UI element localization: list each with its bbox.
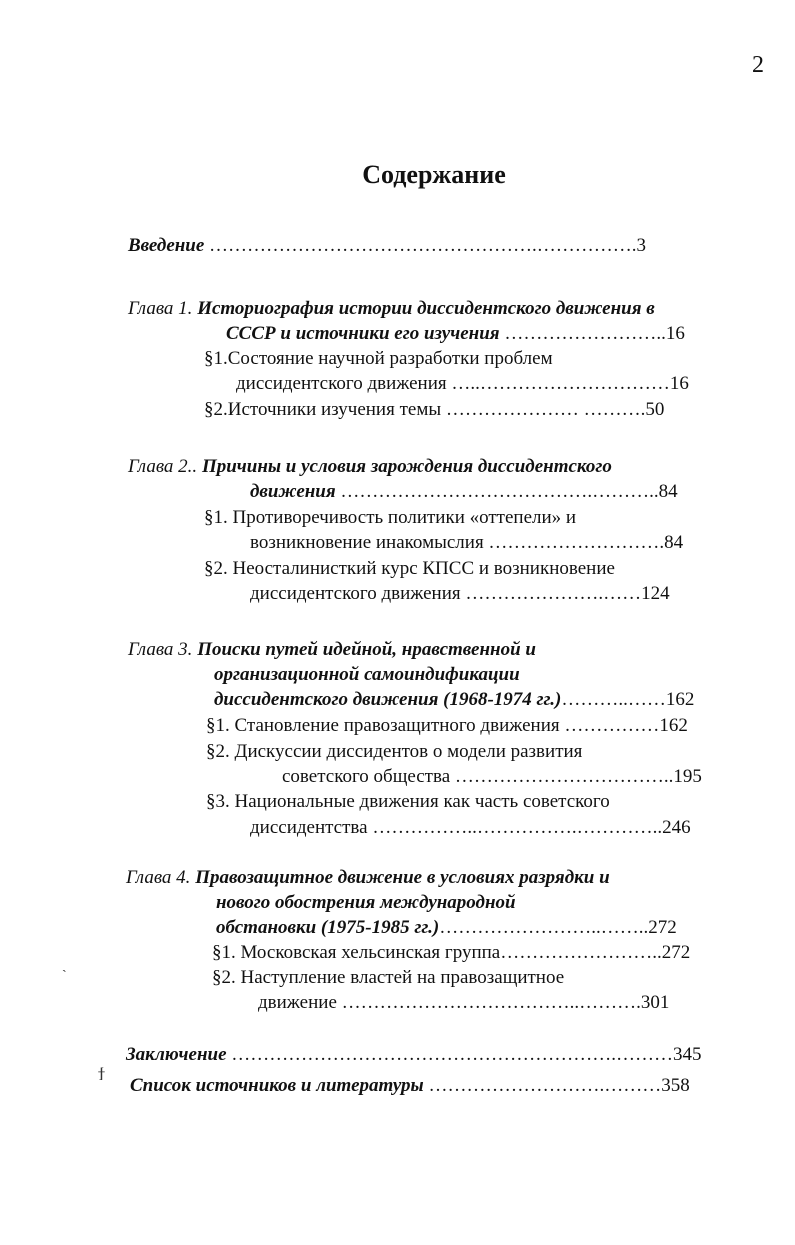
toc-ch4-title-line-2 — [216, 891, 516, 915]
toc-sources-dots: ……………………….………358 — [423, 1075, 690, 1096]
toc-ch4-title-2: нового обострения международной — [216, 892, 516, 913]
toc-ch1-title-2: СССР и источники его изучения — [226, 323, 500, 344]
toc-ch3-heading — [128, 638, 536, 662]
scan-speck: ˏ — [62, 958, 67, 973]
toc-ch3-s3-line-1: §3. Национальные движения как часть советского — [206, 791, 610, 812]
toc-ch2-title-line-2 — [250, 480, 678, 504]
toc-ch2-dots: ………………………………….………..84 — [335, 481, 678, 502]
toc-ch3-s2-line-2: советского общества ……………………………..195 — [282, 766, 702, 787]
toc-ch3-title-line-2 — [214, 663, 520, 687]
toc-ch4-title-3: обстановки (1975-1985 гг.) — [216, 917, 440, 938]
toc-intro-dots: …………………………………………….…………….3 — [209, 235, 647, 256]
toc-ch1-dots: ……………………..16 — [499, 323, 685, 344]
toc-ch4-title-line-3 — [216, 916, 677, 940]
toc-ch3-prefix: Глава 3. — [128, 639, 198, 660]
toc-ch3-title-2: организационной самоиндификации — [214, 664, 520, 685]
toc-intro-label: Введение — [128, 235, 205, 256]
toc-ch3-dots: ………..……162 — [561, 689, 695, 710]
toc-ch2-prefix: Глава 2.. — [128, 456, 202, 477]
toc-sources-label: Список источников и литературы — [130, 1075, 424, 1096]
toc-ch1-title-1: Историография истории диссидентского движения в — [197, 298, 655, 319]
toc-ch2-heading — [128, 455, 612, 479]
toc-ch2-title-2: движения — [250, 481, 336, 502]
toc-ch1-s2: §2.Источники изучения темы ………………… ……….50 — [204, 399, 665, 420]
toc-ch3-title-line-3 — [214, 688, 694, 712]
toc-conclusion — [126, 1043, 702, 1067]
toc-ch4-s1: §1. Московская хельсинская группа……………………..272 — [212, 942, 691, 963]
toc-ch4-heading — [126, 866, 610, 890]
toc-ch4-dots: ……………………..……..272 — [439, 917, 677, 938]
toc-ch1-s1-line-1: §1.Состояние научной разработки проблем — [204, 348, 553, 369]
toc-ch4-title-1: Правозащитное движение в условиях разрядки и — [195, 867, 610, 888]
toc-ch2-s1-line-1: §1. Противоречивость политики «оттепели» и — [204, 507, 577, 528]
toc-ch3-s3-line-2: диссидентства ……………..…………….…………..246 — [250, 817, 691, 838]
toc-ch3-s1: §1. Становление правозащитного движения ……………162 — [206, 715, 688, 736]
toc-ch2-s2-line-2: диссидентского движения ………………….……124 — [250, 583, 670, 604]
toc-ch1-heading — [128, 297, 655, 321]
toc-intro — [128, 234, 646, 258]
toc-ch4-s2-line-2: движение ………………………………..……….301 — [258, 992, 670, 1013]
scan-speck: ϯ — [98, 1064, 105, 1084]
toc-ch1-prefix: Глава 1. — [128, 298, 198, 319]
toc-ch2-title-1: Причины и условия зарождения диссидентского — [201, 456, 612, 477]
toc-ch1-s1-line-2: диссидентского движения …..…………………………16 — [236, 373, 689, 394]
page-number: 2 — [752, 52, 764, 78]
toc-conclusion-dots: …………………………………………………….………345 — [226, 1044, 702, 1065]
toc-conclusion-label: Заключение — [126, 1044, 227, 1065]
toc-ch2-s1-line-2: возникновение инакомыслия ……………………….84 — [250, 532, 684, 553]
page-title: Содержание — [362, 160, 506, 189]
toc-ch2-s2-line-1: §2. Неосталинисткий курс КПСС и возникновение — [204, 558, 615, 579]
toc-ch1-title-line-2 — [226, 322, 685, 346]
toc-sources — [130, 1074, 690, 1098]
toc-ch3-title-1: Поиски путей идейной, нравственной и — [197, 639, 536, 660]
toc-ch4-prefix: Глава 4. — [126, 867, 196, 888]
toc-ch3-title-3: диссидентского движения (1968-1974 гг.) — [214, 689, 562, 710]
toc-ch3-s2-line-1: §2. Дискуссии диссидентов о модели развития — [206, 741, 583, 762]
toc-ch4-s2-line-1: §2. Наступление властей на правозащитное — [212, 967, 565, 988]
